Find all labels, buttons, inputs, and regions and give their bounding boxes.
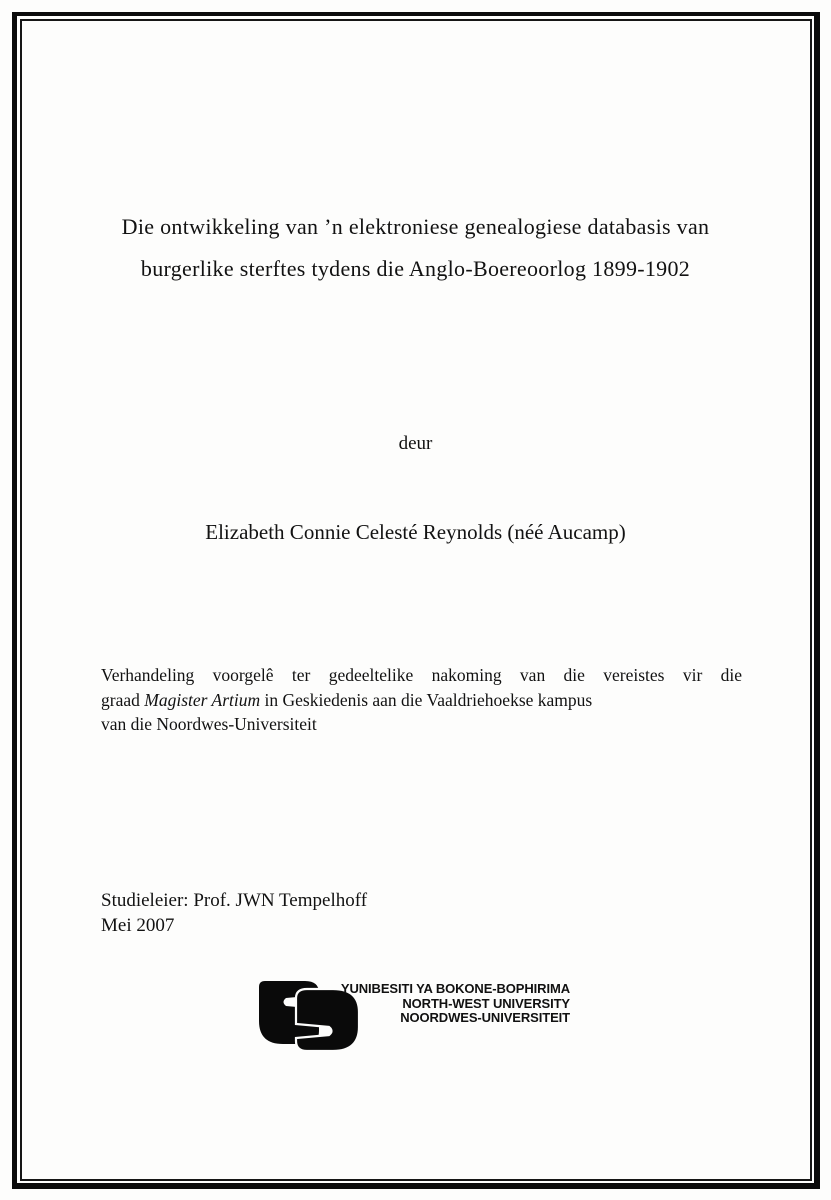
thesis-title-line1: Die ontwikkeling van ’n elektroniese genealogiese databasis van xyxy=(121,214,710,239)
date-line: Mei 2007 xyxy=(101,915,175,936)
supervisor-date-block xyxy=(101,888,367,938)
thesis-title xyxy=(60,206,771,290)
wordmark-line-afrikaans: NOORDWES-UNIVERSITEIT xyxy=(400,1010,570,1025)
wordmark-line-english: NORTH-WEST UNIVERSITY xyxy=(402,995,570,1011)
thesis-title-line2: burgerlike sterftes tydens die Anglo-Boereoorlog 1899-1902 xyxy=(140,256,691,281)
statement-line2-post: in Geskiedenis aan die Vaaldriehoekse kampus xyxy=(260,689,593,710)
statement-line1: Verhandeling voorgelê ter gedeeltelike nakoming van die vereistes vir die xyxy=(101,665,742,685)
submission-statement xyxy=(101,663,742,737)
statement-line3: van die Noordwes-Universiteit xyxy=(101,714,317,734)
university-wordmark xyxy=(320,982,570,1026)
byline-label: deur xyxy=(398,433,433,454)
university-logo xyxy=(259,980,579,1055)
author-name: Elizabeth Connie Celesté Reynolds (néé Aucamp) xyxy=(205,520,626,544)
wordmark-line-setswana: YUNIBESITI YA BOKONE-BOPHIRIMA xyxy=(340,981,570,996)
statement-line2 xyxy=(101,688,742,713)
statement-line2-pre: graad xyxy=(101,689,145,710)
degree-name: Magister Artium xyxy=(144,689,261,710)
supervisor-line: Studieleier: Prof. JWN Tempelhoff xyxy=(101,890,368,911)
